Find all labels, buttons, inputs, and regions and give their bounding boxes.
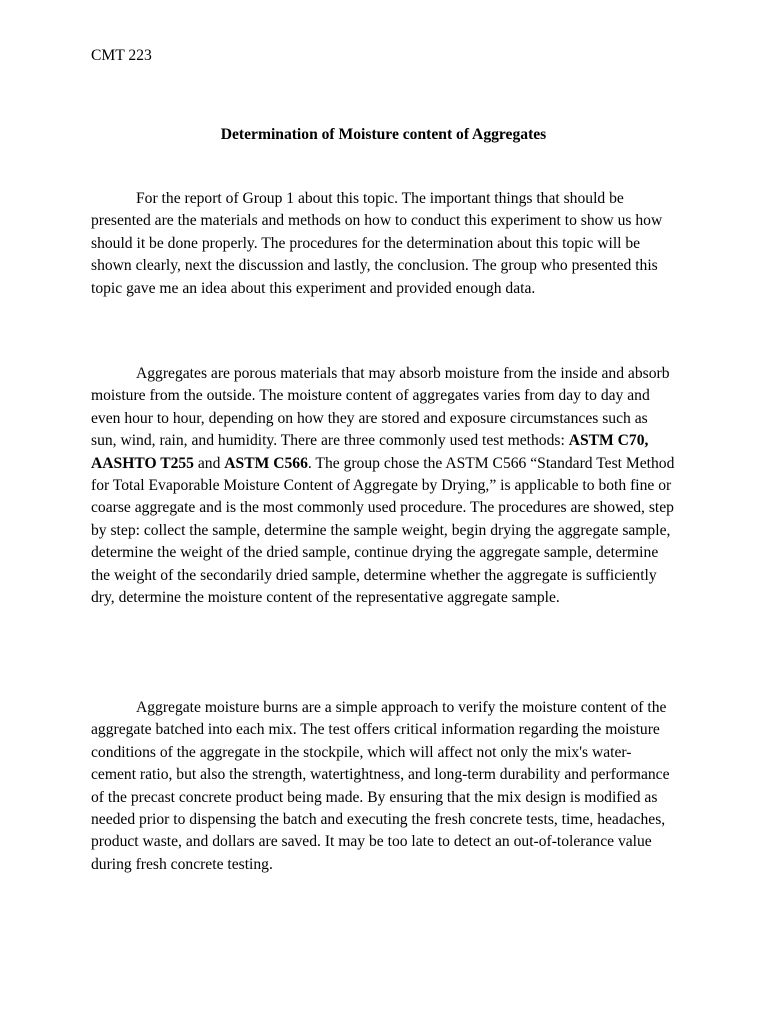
document-title: Determination of Moisture content of Aggregates	[220, 126, 547, 143]
paragraph-intro: For the report of Group 1 about this topic. The important things that should be presented are the materials and methods on how to conduct this experiment to show us how should it be done properly. The procedures for the determination about this topic will be shown clearly, next the discussion and lastly, the conclusion. The group who presented this topic gave me an idea about this experiment and provided enough data.	[91, 190, 663, 297]
paragraph-aggregates	[91, 363, 676, 609]
astm-c566-bold: ASTM C566	[224, 454, 308, 472]
paragraph-aggregates-text-2: and	[193, 454, 225, 472]
test-methods-bold: ASTM C70, AASHTO T255	[91, 432, 649, 472]
paragraph-aggregates-text-3: . The group chose the ASTM C566 “Standard Test Method for Total Evaporable Moisture Content of Aggregate by Drying,” is applicable to both fine or coarse aggregate and is the most commonly used procedure. The procedures are showed, step by step: collect the sample, determine the sample weight, begin drying the aggregate sample, determine the weight of the dried sample, continue drying the aggregate sample, determine the weight of the secondarily dried sample, determine whether the aggregate is sufficiently dry, determine the moisture content of the representative aggregate sample.	[91, 454, 675, 607]
paragraph-aggregates-text-1: Aggregates are porous materials that may absorb moisture from the inside and absorb moisture from the outside. The moisture content of aggregates varies from day to day and even hour to hour, depending on how they are stored and exposure circumstances such as sun, wind, rain, and humidity. There are three commonly used test methods:	[91, 365, 670, 450]
paragraph-moisture-burns: Aggregate moisture burns are a simple approach to verify the moisture content of the aggregate batched into each mix. The test offers critical information regarding the moisture conditions of the aggregate in the stockpile, which will affect not only the mix's water-cement ratio, but also the strength, watertightness, and long-term durability and performance of the precast concrete product being made. By ensuring that the mix design is modified as needed prior to dispensing the batch and executing the fresh concrete tests, time, headaches, product waste, and dollars are saved. It may be too late to detect an out-of-tolerance value during fresh concrete testing.	[91, 699, 670, 873]
course-code: CMT 223	[91, 47, 152, 64]
